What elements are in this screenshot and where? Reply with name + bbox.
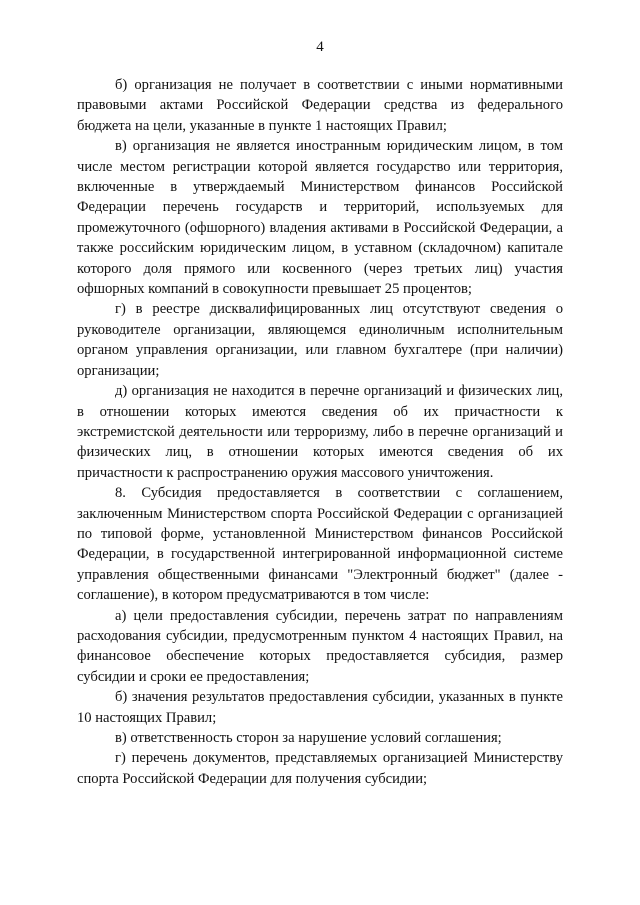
page-number: 4 [316,39,324,55]
paragraph-b-budget-funds: б) организация не получает в соответствии с иными нормативными правовыми актами Российской Федерации средства из федерального бюджета на цели, указанные в пункте 1 настоящих Правил; [77,77,563,134]
paragraph-8-subsidy-agreement: 8. Субсидия предоставляется в соответствии с соглашением, заключенным Министерством спорта Российской Федерации с организацией по типовой форме, установленной Министерством финансов Российской Федерации, в государственной интегрированной информационной системе управления общественными финансами "Электронный бюджет" (далее - соглашение), в котором предусматриваются в том числе: [77,485,563,604]
paragraph-d-extremism-list: д) организация не находится в перечне организаций и физических лиц, в отношении которых имеются сведения об их причастности к экстремистской деятельности или терроризму, либо в перечне организаций и физических лиц, в отношении которых имеются сведения об их причастности к распространению оружия массового уничтожения. [77,383,563,481]
paragraph-v-responsibility: в) ответственность сторон за нарушение условий соглашения; [115,730,502,746]
paragraph-g-documents-list: г) перечень документов, представляемых организацией Министерству спорта Российской Федерации для получения субсидии; [77,750,563,787]
paragraph-b-results-values: б) значения результатов предоставления субсидии, указанных в пункте 10 настоящих Правил; [77,689,563,726]
paragraph-g-disqualified-persons: г) в реестре дисквалифицированных лиц отсутствуют сведения о руководителе организации, являющемся единоличным исполнительным органом управления организации, или главном бухгалтере (при наличии) организации; [77,301,563,379]
document-body [77,75,563,789]
paragraph-a-subsidy-purposes: а) цели предоставления субсидии, перечень затрат по направлениям расходования субсидии, предусмотренным пунктом 4 настоящих Правил, на финансовое обеспечение которых предоставляется субсидия, размер субсидии и сроки ее предоставления; [77,607,563,685]
paragraph-v-foreign-entity: в) организация не является иностранным юридическим лицом, в том числе местом регистрации которой является государство или территория, включенные в утверждаемый Министерством финансов Российской Федерации перечень государств и территорий, используемых для промежуточного (офшорного) владения активами в Российской Федерации, а также российским юридическим лицом, в уставном (складочном) капитале которого доля прямого или косвенного (через третьих лиц) участия офшорных компаний в совокупности превышает 25 процентов; [77,138,563,298]
